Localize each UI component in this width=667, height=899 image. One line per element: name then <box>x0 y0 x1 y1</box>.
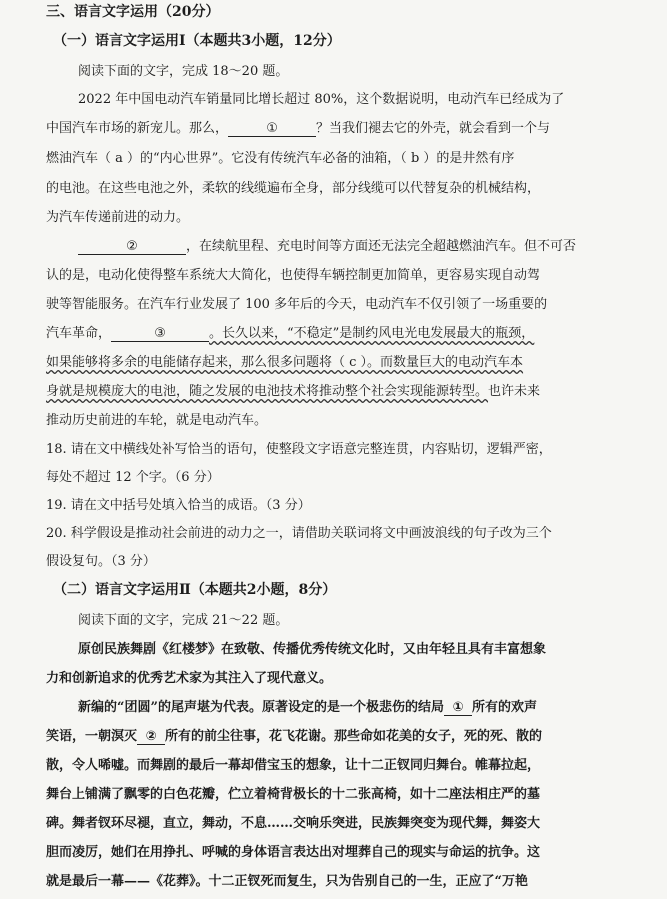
passage2-line: 胆而凌厉，她们在用挣扎、呼喊的身体语言表达出对埋葬自己的现实与命运的抗争。这 <box>46 845 541 860</box>
passage1-text: ？当我们褪去它的外壳，就会看到一个与 <box>316 121 551 136</box>
passage1-text: ，在续航里程、充电时间等方面还无法完全超越燃油汽车。但不可否 <box>186 239 577 254</box>
passage2-line <box>46 728 542 745</box>
passage2-line: 碑。舞者钗环尽褪，直立，舞动，不息……交响乐突进，民族舞突变为现代舞，舞姿大 <box>46 816 541 831</box>
passage1-line: 的电池。在这些电池之外，柔软的线缆遍布全身，部分线缆可以代替复杂的机械结构， <box>46 181 541 196</box>
question-20: 20. 科学假设是推动社会前进的动力之一，请借助关联词将文中画波浪线的句子改为三个 <box>46 526 552 541</box>
passage1-text: 汽车革命， <box>46 326 112 341</box>
passage2-text: 笑语，一朝溟灭 <box>46 729 138 744</box>
passage1-line: 2022 年中国电动汽车销量同比增长超过 80%，这个数据说明，电动汽车已经成为了 <box>78 92 565 107</box>
passage1-line: 推动历史前进的车轮，就是电动汽车。 <box>46 413 268 428</box>
part2-instruction: 阅读下面的文字，完成 21～22 题。 <box>78 613 289 628</box>
passage2-text: 新编的“团圆”的尾声堪为代表。原著设定的是一个极悲伤的结局 <box>78 700 444 715</box>
passage2-line <box>78 699 537 716</box>
question-18: 每处不超过 12 个字。（6 分） <box>46 470 220 485</box>
mark-2: ② <box>137 730 165 745</box>
passage1-text: 也许未来 <box>488 384 541 399</box>
wavy-sentence: 如果能够将多余的电能储存起来，那么很多问题将（ c ）。而数量巨大的电动汽车本 <box>46 355 524 370</box>
question-20: 假设复句。（3 分） <box>46 554 156 569</box>
passage1-line <box>78 238 576 255</box>
passage2-line: 原创民族舞剧《红楼梦》在致敬、传播优秀传统文化时，又由年轻且具有丰富想象 <box>78 642 547 657</box>
part2-heading: （二）语言文字运用Ⅱ（本题共2小题，8分） <box>53 582 337 598</box>
mark-1: ① <box>444 701 472 716</box>
passage1-line <box>46 120 550 137</box>
passage1-text: 中国汽车市场的新宠儿。那么， <box>46 121 229 136</box>
passage2-line: 就是最后一幕——《花葬》。十二正钗死而复生，只为告别自己的一生，正应了“万艳 <box>46 874 528 889</box>
passage1-line <box>46 325 534 342</box>
question-18: 18. 请在文中横线处补写恰当的语句，使整段文字语意完整连贯，内容贴切，逻辑严密， <box>46 442 552 457</box>
part1-heading: （一）语言文字运用Ⅰ（本题共3小题，12分） <box>53 33 341 49</box>
passage2-line: 散，令人唏嘘。而舞剧的最后一幕却借宝玉的想象，让十二正钗同归舞台。帷幕拉起， <box>46 758 541 773</box>
wavy-sentence: 身就是规模庞大的电池，随之发展的电池技术将推动整个社会实现能源转型。 <box>46 384 489 399</box>
passage2-text: 所有的欢声 <box>471 700 537 715</box>
passage1-line: 为汽车传递前进的动力。 <box>46 210 190 225</box>
blank-3: ③ <box>111 327 209 342</box>
blank-2: ② <box>78 240 186 255</box>
passage2-text: 所有的前尘往事，花飞花谢。那些命如花美的女子，死的死、散的 <box>165 729 543 744</box>
passage1-line: 认的是，电动化使得整车系统大大简化，也使得车辆控制更加简单，更容易实现自动驾 <box>46 268 541 283</box>
passage1-line <box>46 383 540 400</box>
blank-1: ① <box>228 122 316 137</box>
passage1-line: 驶等智能服务。在汽车行业发展了 100 多年后的今天，电动汽车不仅引领了一场重要的 <box>46 297 548 312</box>
wavy-sentence: 。长久以来，“不稳定”是制约风电光电发展最大的瓶颈， <box>209 326 535 341</box>
passage2-line: 舞台上铺满了飘零的白色花瓣，伫立着椅背极长的十二张高椅，如十二座法相庄严的墓 <box>46 787 541 802</box>
section-title: 三、语言文字运用（20分） <box>46 4 220 20</box>
part1-instruction: 阅读下面的文字，完成 18～20 题。 <box>78 64 289 79</box>
passage2-line: 力和创新追求的优秀艺术家为其注入了现代意义。 <box>46 671 333 686</box>
passage1-line: 燃油汽车（ a ）的“内心世界”。它没有传统汽车必备的油箱，（ b ）的是井然有序 <box>46 151 515 166</box>
question-19: 19. 请在文中括号处填入恰当的成语。（3 分） <box>46 498 311 513</box>
